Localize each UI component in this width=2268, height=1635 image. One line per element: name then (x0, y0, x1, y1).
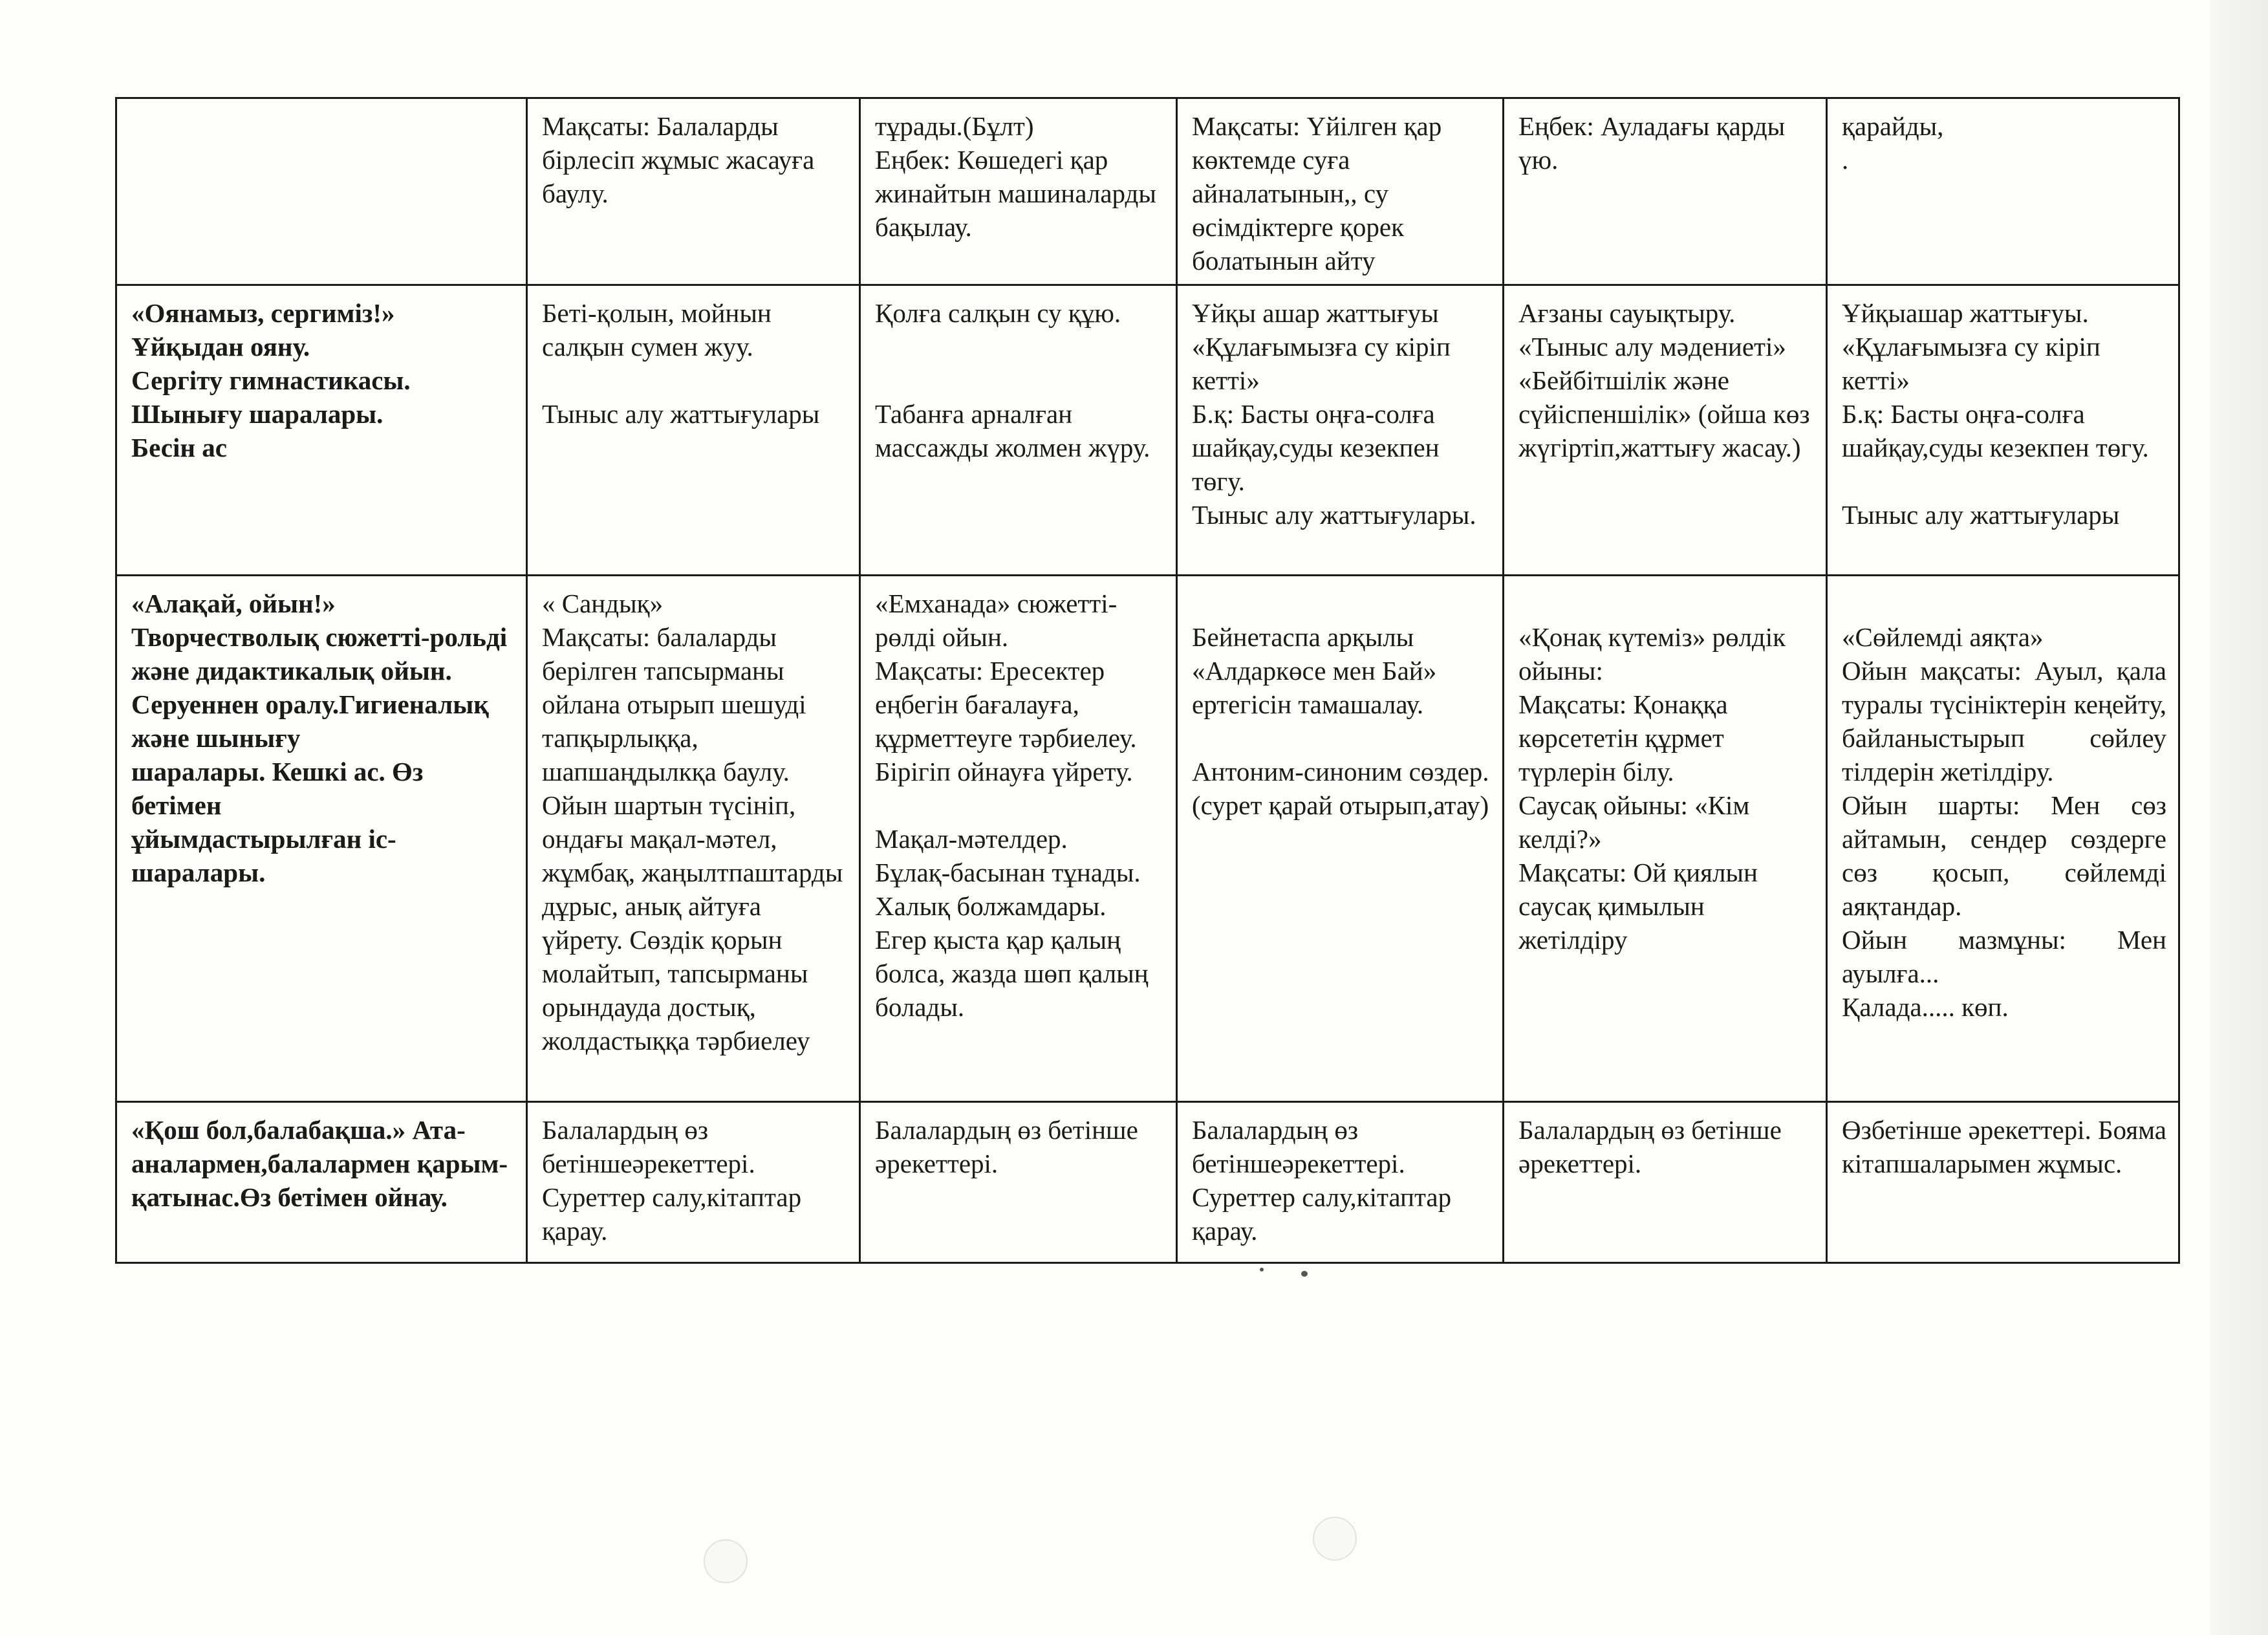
table-cell: Беті-қолын, мойнын салқын сумен жуу. Тыныс алу жаттығулары (527, 285, 860, 576)
table-cell: Еңбек: Ауладағы қарды үю. (1504, 98, 1827, 285)
table-cell: Мақсаты: Балаларды бірлесіп жұмыс жасауға баулу. (527, 98, 860, 285)
scan-speck (1301, 1271, 1308, 1277)
table-cell: « Сандық» Мақсаты: балаларды берілген тапсырманы ойлана отырып шешуді тапқырлыққа, шапшаңдылкқа баулу. Ойын шартын түсініп, ондағы мақал-мәтел, жұмбақ, жаңылтпаштарды дұрыс, анық айтуға үйрету. Сөздік қорын молайтып, тапсырманы орындауда достық, жолдастыққа тәрбиелеу (527, 576, 860, 1102)
punch-hole-mark (1313, 1517, 1357, 1561)
page-edge-shadow (2210, 0, 2268, 1635)
table-cell: Ұйқы ашар жаттығуы «Құлағымызға су кіріп кетті» Б.қ: Басты оңға-солға шайқау,суды кезекпен төгу. Тыныс алу жаттығулары. (1177, 285, 1504, 576)
table-cell: қарайды, . (1827, 98, 2179, 285)
table-cell: Балалардың өз бетінше әрекеттері. (860, 1102, 1177, 1263)
row-label: «Алақай, ойын!» Творчестволық сюжетті-рольді және дидактикалық ойын. Серуеннен оралу.Гигиеналық және шынығу шаралары. Кешкі ас. Өз бетімен ұйымдастырылған іс-шаралары. (116, 576, 527, 1102)
table-cell: Өзбетінше әрекеттері. Бояма кітапшаларымен жұмыс. (1827, 1102, 2179, 1263)
table-row (116, 98, 2179, 285)
daily-plan-table (115, 97, 2180, 1264)
table-cell: тұрады.(Бұлт) Еңбек: Көшедегі қар жинайтын машиналарды бақылау. (860, 98, 1177, 285)
table-cell: «Сөйлемді аяқта» Ойын мақсаты: Ауыл, қала туралы түсініктерін кеңейту, байланыстырып сөйлеу тілдерін жетілдіру. Ойын шарты: Мен сөз айтамын, сендер сөздерге сөз қосып, сөйлемді аяқтандар. Ойын мазмұны: Мен ауылға... Қалада..... көп. (1827, 576, 2179, 1102)
punch-hole-mark (704, 1539, 748, 1583)
table-cell: Ұйқыашар жаттығуы. «Құлағымызға су кіріп кетті» Б.қ: Басты оңға-солға шайқау,суды кезекпен төгу. Тыныс алу жаттығулары (1827, 285, 2179, 576)
table-cell: Балалардың өз бетінше әрекеттері. (1504, 1102, 1827, 1263)
table-row (116, 1102, 2179, 1263)
table-cell: Балалардың өз бетіншеәрекеттері. Суреттер салу,кітаптар қарау. (1177, 1102, 1504, 1263)
table-cell: Ағзаны сауықтыру. «Тыныс алу мәдениеті» «Бейбітшілік және сүйіспеншілік» (ойша көз жүгіртіп,жаттығу жасау.) (1504, 285, 1827, 576)
row-label (116, 98, 527, 285)
table-row (116, 576, 2179, 1102)
table-cell: Балалардың өз бетіншеәрекеттері. Суреттер салу,кітаптар қарау. (527, 1102, 860, 1263)
table-cell: Бейнетаспа арқылы «Алдаркөсе мен Бай» ертегісін тамашалау. Антоним-синоним сөздер. (сурет қарай отырып,атау) (1177, 576, 1504, 1102)
table-cell: «Қонақ күтеміз» рөлдік ойыны: Мақсаты: Қонаққа көрсететін құрмет түрлерін білу. Саусақ ойыны: «Кім келді?» Мақсаты: Ой қиялын саусақ қимылын жетілдіру (1504, 576, 1827, 1102)
scan-speck (1260, 1268, 1264, 1272)
table-cell: Қолға салқын су құю. Табанға арналған массажды жолмен жүру. (860, 285, 1177, 576)
table-cell: Мақсаты: Үйілген қар көктемде суға айналатынын,, су өсімдіктерге қорек болатынын айту (1177, 98, 1504, 285)
table-cell: «Емханада» сюжетті-рөлді ойын. Мақсаты: Ересектер еңбегін бағалауға, құрметтеуге тәрбиелеу. Бірігіп ойнауға үйрету. Мақал-мәтелдер. Бұлақ-басынан тұнады. Халық болжамдары. Егер қыста қар қалың болса, жазда шөп қалың болады. (860, 576, 1177, 1102)
row-label: «Қош бол,балабақша.» Ата-аналармен,балалармен қарым-қатынас.Өз бетімен ойнау. (116, 1102, 527, 1263)
table-row (116, 285, 2179, 576)
row-label: «Оянамыз, сергиміз!» Ұйқыдан ояну. Сергіту гимнастикасы. Шынығу шаралары. Бесін ас (116, 285, 527, 576)
